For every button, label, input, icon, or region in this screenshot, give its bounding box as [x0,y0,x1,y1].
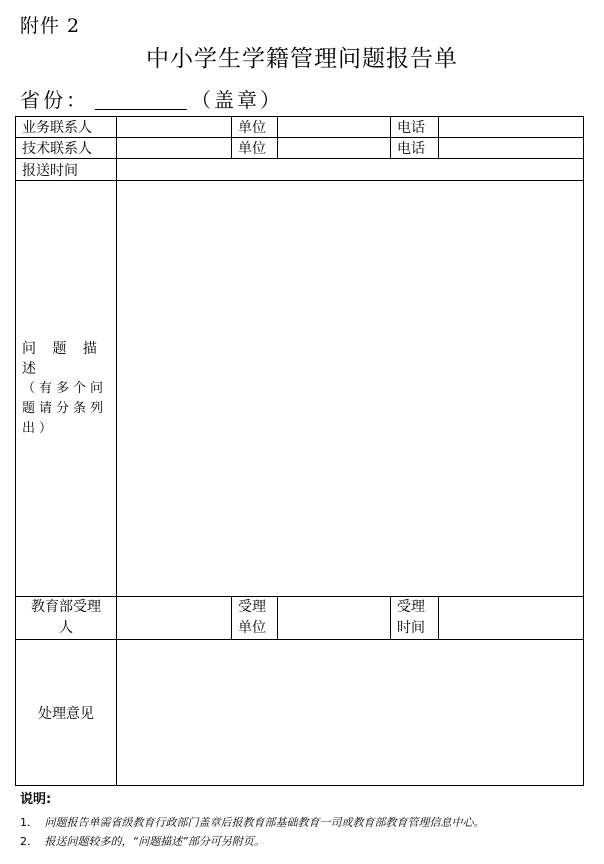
accept-time-label [391,597,439,640]
problem-description-title: 问 题 描 述 [22,340,103,377]
note-item [20,813,590,832]
business-unit-field[interactable] [278,117,391,138]
business-unit-label: 单位 [232,117,278,138]
accept-time-field[interactable] [439,597,584,640]
business-phone-label: 电话 [391,117,439,138]
problem-description-label [16,181,117,597]
technical-phone-label: 电话 [391,138,439,159]
province-blank[interactable] [95,91,187,110]
accept-unit-label-text: 受理单位 [238,599,266,636]
province-label: 省份： [20,88,89,112]
opinion-field[interactable] [117,640,584,786]
document-title: 中小学生学籍管理问题报告单 [146,46,458,72]
notes-title: 说明: [20,792,52,807]
technical-contact-field[interactable] [117,138,232,159]
technical-unit-label: 单位 [232,138,278,159]
province-line [20,84,283,113]
submit-time-label: 报送时间 [16,159,117,181]
row-opinion [16,640,584,786]
note-text: 报送问题较多的，“问题描述”部分可另附页。 [44,835,265,848]
business-contact-label: 业务联系人 [16,117,117,138]
business-phone-field[interactable] [439,117,584,138]
technical-contact-label: 技术联系人 [16,138,117,159]
report-form-table [15,116,584,786]
note-item [20,832,590,851]
acceptor-label-text: 教育部受理人 [31,599,101,636]
technical-phone-field[interactable] [439,138,584,159]
opinion-label: 处理意见 [16,640,117,786]
row-acceptance [16,597,584,640]
acceptor-label [16,597,117,640]
attachment-number: 附件 2 [20,15,81,37]
row-technical-contact [16,138,584,159]
submit-time-field[interactable] [117,159,584,181]
row-business-contact [16,117,584,138]
business-contact-field[interactable] [117,117,232,138]
note-number: 1. [20,816,31,829]
accept-time-label-text: 受理时间 [397,599,425,636]
note-text: 问题报告单需省级教育行政部门盖章后报教育部基础教育一司或教育部教育管理信息中心。 [44,816,485,829]
problem-description-hint: （有多个问题请分条列出） [22,380,108,436]
note-number: 2. [20,835,31,848]
acceptor-field[interactable] [117,597,232,640]
seal-note: （盖章） [191,88,283,112]
row-problem-description [16,181,584,597]
problem-description-field[interactable] [117,181,584,597]
notes-section [20,788,590,851]
row-submit-time [16,159,584,181]
accept-unit-label [232,597,278,640]
technical-unit-field[interactable] [278,138,391,159]
accept-unit-field[interactable] [278,597,391,640]
